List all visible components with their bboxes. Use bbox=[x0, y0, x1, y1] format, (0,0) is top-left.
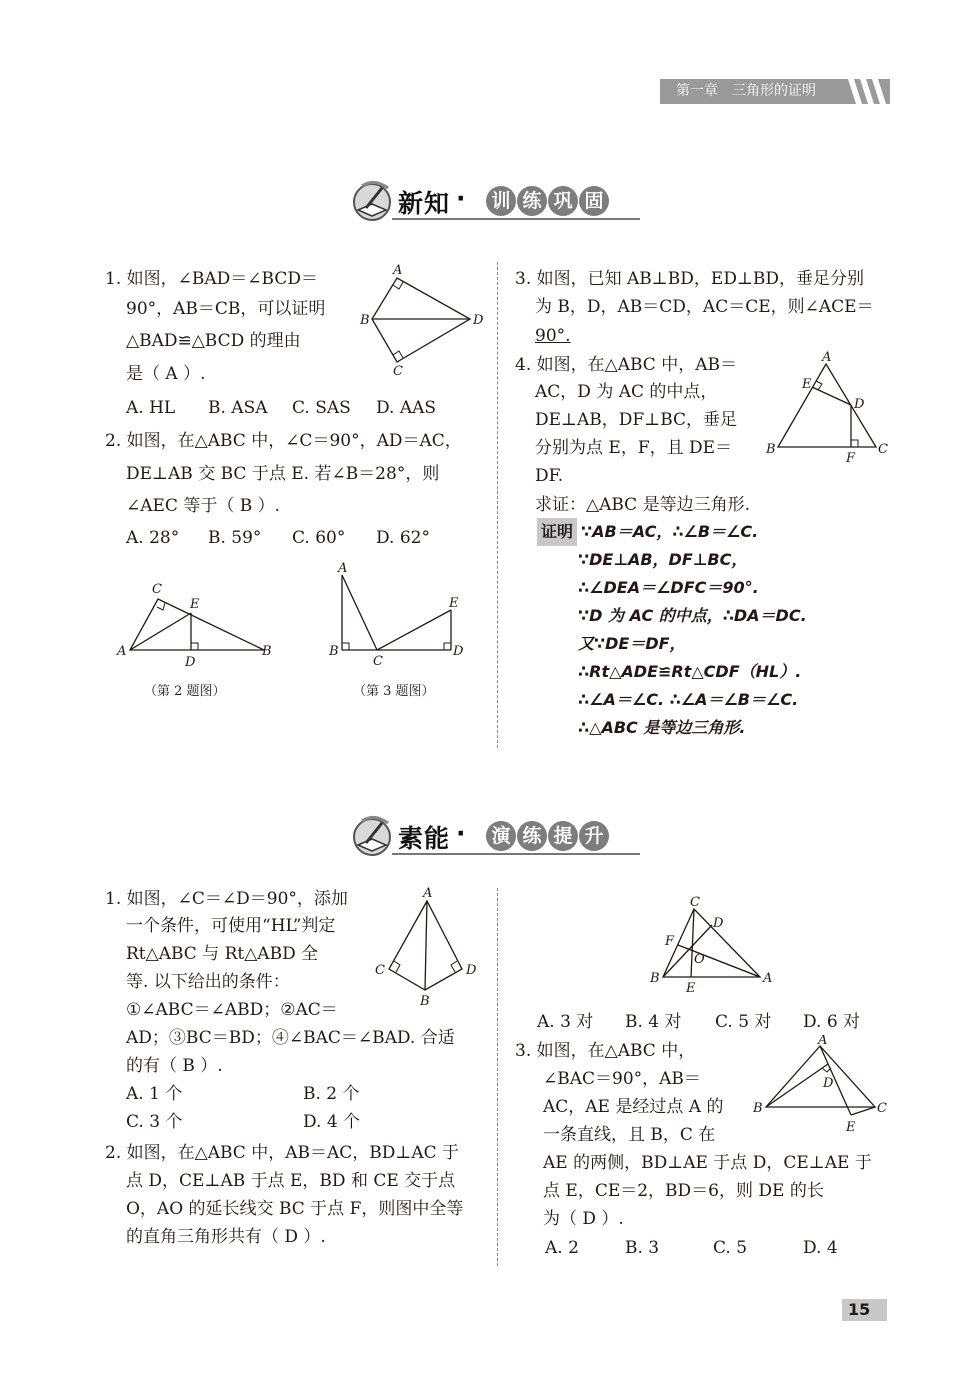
point-label: A bbox=[822, 350, 832, 365]
question-text: 等. 以下给出的条件： bbox=[126, 972, 290, 992]
point-label: E bbox=[190, 597, 200, 612]
proof-line: ∵D 为 AC 的中点，∴DA＝DC. bbox=[578, 606, 807, 625]
proof-line: 又∵DE＝DF， bbox=[578, 634, 686, 653]
question-text: 分别为点 E，F，且 DE＝ bbox=[535, 438, 733, 458]
point-label: B bbox=[360, 313, 370, 328]
question-text: 一个条件，可使用“HL”判定 bbox=[126, 916, 336, 936]
question-text: O，AO 的延长线交 BC 于点 F，则图中全等 bbox=[126, 1199, 464, 1219]
figure-caption: （第 2 题图） bbox=[144, 684, 226, 699]
option: B. 59° bbox=[208, 528, 262, 548]
point-label: A bbox=[393, 263, 403, 278]
figure-s2q3-triangle bbox=[750, 1035, 892, 1140]
question-text: 为 B，D，AB＝CD，AC＝CE，则∠ACE＝ bbox=[535, 297, 874, 317]
point-label: A bbox=[338, 561, 348, 576]
section-title-dot: · bbox=[456, 819, 466, 848]
figure-s2q2-triangle bbox=[645, 895, 785, 995]
title-chip: 练 bbox=[517, 821, 547, 851]
point-label: F bbox=[665, 934, 675, 949]
point-label: E bbox=[802, 377, 812, 392]
point-label: D bbox=[713, 916, 724, 931]
title-chip: 升 bbox=[579, 821, 609, 851]
figure-q1-quadrilateral bbox=[355, 262, 490, 382]
point-label: B bbox=[420, 994, 430, 1009]
answer-fill: 90°. bbox=[535, 326, 571, 346]
figure-q3-right-triangles bbox=[325, 560, 470, 670]
point-label: C bbox=[877, 1101, 887, 1116]
point-label: O bbox=[694, 952, 705, 967]
point-label: B bbox=[262, 644, 272, 659]
point-label: C bbox=[393, 364, 403, 379]
question-text: 2. 如图，在△ABC 中，AB＝AC，BD⊥AC 于 bbox=[105, 1143, 460, 1163]
section-title-dot: · bbox=[456, 184, 466, 213]
option: C. 5 bbox=[713, 1238, 748, 1258]
point-label: A bbox=[818, 1035, 828, 1048]
point-label: B bbox=[650, 971, 660, 986]
option: B. 2 个 bbox=[303, 1084, 360, 1104]
question-text: 3. 如图，在△ABC 中， bbox=[515, 1041, 696, 1061]
point-label: D bbox=[185, 655, 196, 670]
title-chip: 训 bbox=[486, 186, 516, 216]
chapter-title: 第一章 三角形的证明 bbox=[676, 83, 816, 99]
option: C. SAS bbox=[292, 398, 351, 418]
proof-line: ∵DE⊥AB，DF⊥BC， bbox=[578, 550, 748, 569]
point-label: C bbox=[690, 895, 700, 910]
option: C. 60° bbox=[292, 528, 346, 548]
pencil-book-icon bbox=[352, 815, 396, 857]
figure-caption: （第 3 题图） bbox=[353, 684, 435, 699]
page-number bbox=[842, 1299, 887, 1321]
figure-s2q1-kite bbox=[372, 885, 482, 1010]
proof-line: ∴Rt△ADE≌Rt△CDF（HL）. bbox=[578, 662, 802, 681]
point-label: D bbox=[453, 644, 464, 659]
option: C. 3 个 bbox=[126, 1112, 183, 1132]
option: B. 4 对 bbox=[625, 1012, 682, 1032]
question-text: AC，D 为 AC 的中点， bbox=[535, 382, 718, 402]
question-text: ∠BAC＝90°，AB＝ bbox=[543, 1069, 701, 1089]
title-chip: 练 bbox=[517, 186, 547, 216]
stripes-decoration bbox=[846, 79, 890, 104]
option: B. 3 bbox=[625, 1238, 660, 1258]
point-label: E bbox=[449, 596, 459, 611]
question-text: DE⊥AB，DF⊥BC，垂足 bbox=[535, 410, 738, 430]
title-chip: 巩 bbox=[548, 186, 578, 216]
figure-q2-triangle bbox=[112, 575, 272, 670]
option: D. 6 对 bbox=[803, 1012, 861, 1032]
section-title-main: 新知 bbox=[398, 189, 451, 218]
option: A. 3 对 bbox=[537, 1012, 594, 1032]
proof-line: ∵AB＝AC，∴∠B＝∠C. bbox=[581, 522, 759, 541]
question-text: 1. 如图，∠BAD＝∠BCD＝ bbox=[105, 269, 318, 289]
option: A. 1 个 bbox=[126, 1084, 183, 1104]
point-label: D bbox=[823, 1076, 834, 1091]
option: A. 28° bbox=[126, 528, 180, 548]
chapter-header bbox=[660, 79, 890, 104]
point-label: C bbox=[373, 654, 383, 669]
question-text: 3. 如图，已知 AB⊥BD，ED⊥BD，垂足分别 bbox=[515, 269, 865, 289]
question-text: 1. 如图，∠C＝∠D＝90°，添加 bbox=[105, 889, 348, 909]
question-text: 为（ D ）. bbox=[543, 1209, 624, 1229]
title-chip: 固 bbox=[579, 186, 609, 216]
point-label: B bbox=[329, 644, 339, 659]
option: D. 4 个 bbox=[303, 1112, 361, 1132]
question-text: ①∠ABC＝∠ABD；②AC＝ bbox=[126, 1000, 338, 1020]
point-label: A bbox=[423, 886, 433, 901]
point-label: A bbox=[117, 644, 127, 659]
point-label: D bbox=[466, 963, 477, 978]
section-title-main: 素能 bbox=[398, 824, 451, 853]
title-chip: 提 bbox=[548, 821, 578, 851]
option: B. ASA bbox=[208, 398, 268, 418]
question-text: 一条直线，且 B，C 在 bbox=[543, 1125, 716, 1145]
question-text: 的直角三角形共有（ D ）. bbox=[126, 1227, 326, 1247]
proof-tag: 证明 bbox=[537, 518, 577, 546]
question-text: 2. 如图，在△ABC 中，∠C＝90°，AD＝AC， bbox=[105, 431, 462, 451]
question-text: DF. bbox=[535, 466, 564, 486]
figure-q4-triangle bbox=[762, 348, 892, 463]
question-text: 点 D，CE⊥AB 于点 E，BD 和 CE 交于点 bbox=[126, 1171, 456, 1191]
question-text: DE⊥AB 交 BC 于点 E. 若∠B＝28°，则 bbox=[126, 464, 440, 484]
point-label: C bbox=[878, 442, 888, 457]
question-text: 的有（ B ）. bbox=[126, 1056, 223, 1076]
question-text: ∠AEC 等于（ B ）. bbox=[126, 496, 281, 516]
title-chip: 演 bbox=[486, 821, 516, 851]
point-label: D bbox=[854, 397, 865, 412]
column-divider bbox=[497, 888, 498, 1266]
page-number-text: 15 bbox=[848, 1300, 871, 1319]
proof-line: ∴∠DEA＝∠DFC＝90°. bbox=[578, 578, 759, 597]
option: A. HL bbox=[126, 398, 176, 418]
question-text: AC，AE 是经过点 A 的 bbox=[543, 1097, 724, 1117]
question-text: AD；③BC＝BD；④∠BAC＝∠BAD. 合适 bbox=[126, 1028, 455, 1048]
question-text: 90°，AB＝CB，可以证明 bbox=[126, 299, 326, 319]
section-title-competency bbox=[352, 815, 642, 857]
point-label: F bbox=[846, 451, 856, 463]
pencil-book-icon bbox=[352, 180, 396, 222]
question-text: 4. 如图，在△ABC 中，AB＝ bbox=[515, 355, 737, 375]
section-title-new-knowledge bbox=[352, 180, 642, 222]
point-label: B bbox=[753, 1101, 763, 1116]
title-underline bbox=[392, 853, 640, 855]
proof-line: ∴∠A＝∠C. ∴∠A＝∠B＝∠C. bbox=[578, 690, 799, 709]
point-label: E bbox=[686, 981, 696, 995]
question-text: △BAD≌△BCD 的理由 bbox=[126, 331, 301, 351]
option: C. 5 对 bbox=[715, 1012, 772, 1032]
option: D. AAS bbox=[376, 398, 437, 418]
option: D. 62° bbox=[376, 528, 430, 548]
option: A. 2 bbox=[545, 1238, 579, 1258]
column-divider bbox=[497, 262, 498, 748]
title-underline bbox=[392, 218, 640, 220]
question-text: AE 的两侧，BD⊥AE 于点 D，CE⊥AE 于 bbox=[543, 1153, 872, 1173]
point-label: B bbox=[766, 442, 776, 457]
point-label: D bbox=[473, 313, 484, 328]
question-text: 是（ A ）. bbox=[126, 364, 206, 384]
option: D. 4 bbox=[803, 1238, 838, 1258]
question-text: Rt△ABC 与 Rt△ABD 全 bbox=[126, 944, 319, 964]
question-text: 求证：△ABC 是等边三角形. bbox=[535, 495, 750, 515]
point-label: C bbox=[375, 963, 385, 978]
question-text: 点 E，CE＝2，BD＝6，则 DE 的长 bbox=[543, 1181, 824, 1201]
proof-line: ∴△ABC 是等边三角形. bbox=[578, 718, 746, 737]
point-label: A bbox=[763, 971, 773, 986]
point-label: C bbox=[152, 582, 162, 597]
point-label: E bbox=[846, 1120, 856, 1135]
